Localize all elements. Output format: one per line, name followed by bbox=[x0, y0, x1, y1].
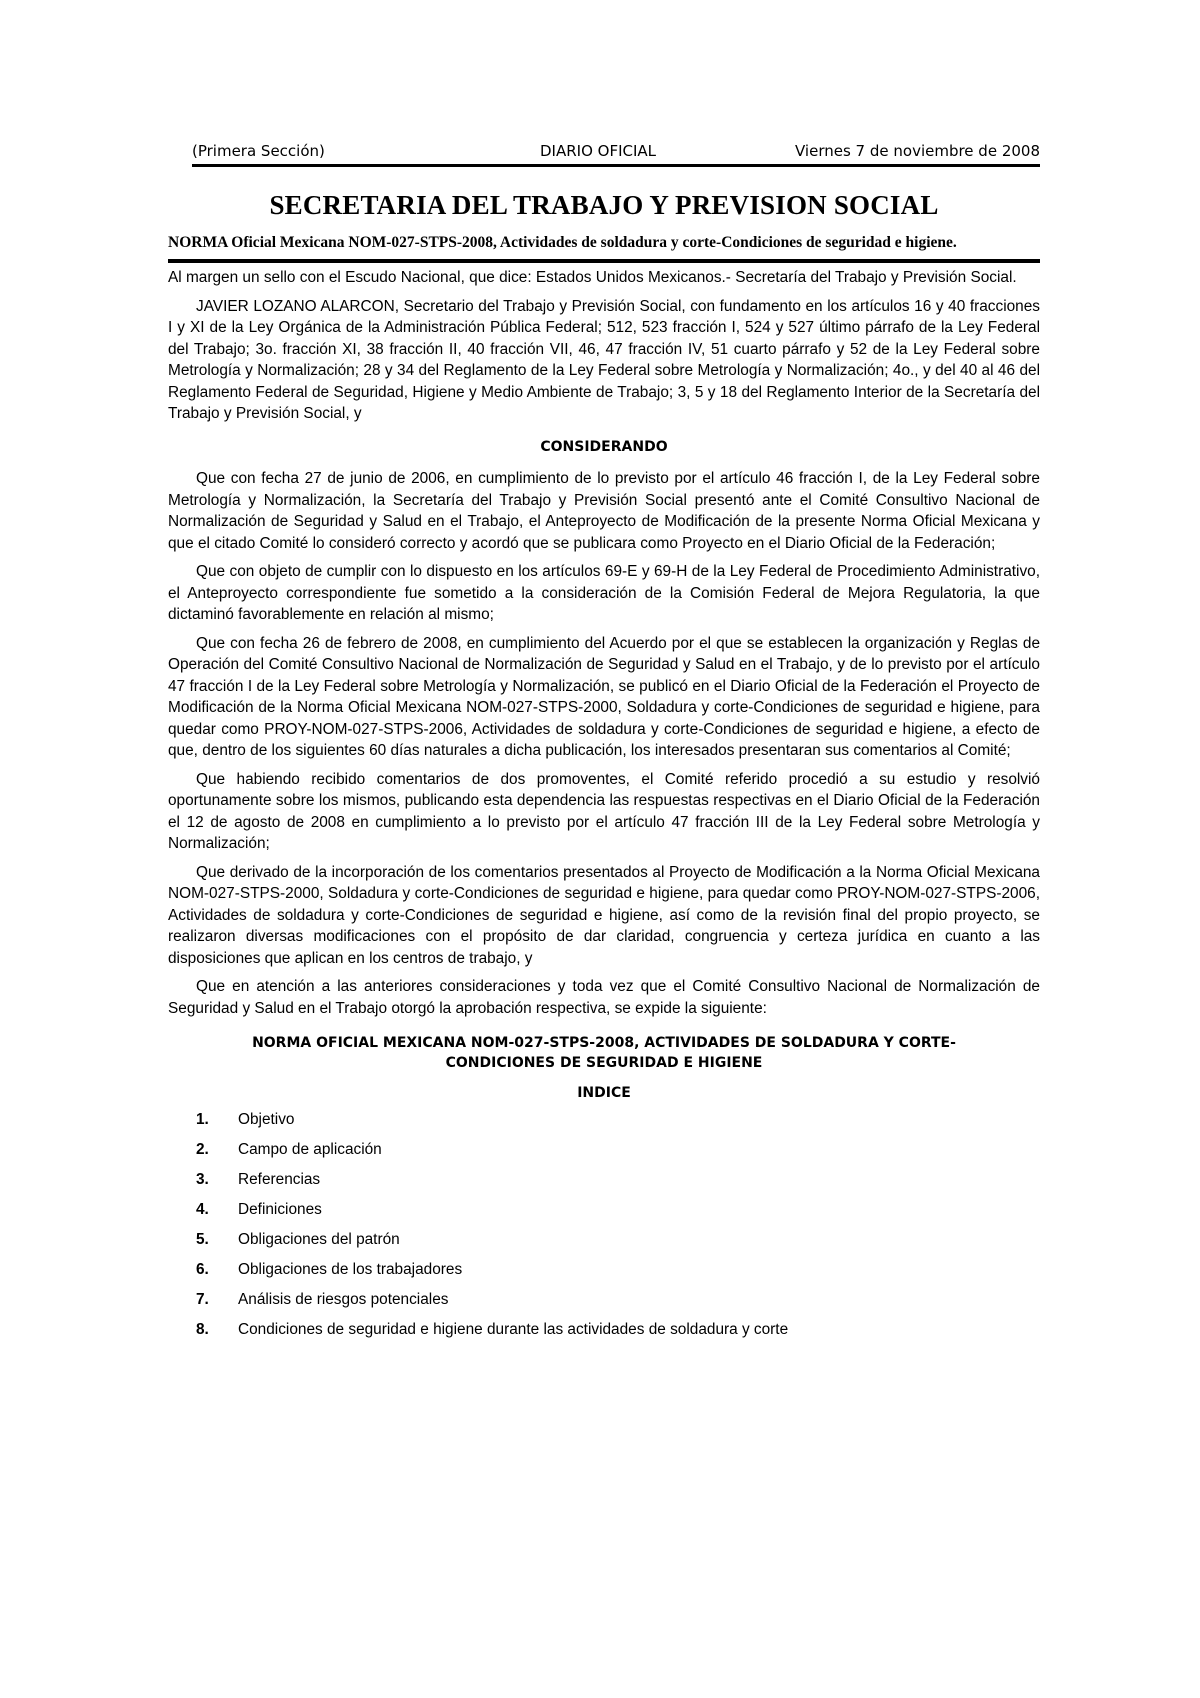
index-number: 3. bbox=[196, 1171, 209, 1188]
norma-title: NORMA Oficial Mexicana NOM-027-STPS-2008, Actividades de soldadura y corte-Condiciones de seguridad e higiene. bbox=[168, 234, 957, 251]
considerando-paragraph: Que habiendo recibido comentarios de dos promoventes, el Comité referido procedió a su estudio y resolvió oportunamente sobre los mismos, publicando esta dependencia las respuestas respectivas en el Diario Oficial de la Federación el 12 de agosto de 2008 en cumplimiento a lo previsto por el artículo 47 fracción III de la Ley Federal sobre Metrología y Normalización; bbox=[168, 770, 1040, 852]
index-item bbox=[168, 1201, 1040, 1231]
index-label: Análisis de riesgos potenciales bbox=[238, 1291, 449, 1308]
index-item bbox=[168, 1141, 1040, 1171]
secretaria-title: SECRETARIA DEL TRABAJO Y PREVISION SOCIAL bbox=[269, 190, 939, 220]
index-number: 2. bbox=[196, 1141, 209, 1158]
norma-final-title-line: CONDICIONES DE SEGURIDAD E HIGIENE bbox=[445, 1055, 763, 1071]
index-item bbox=[168, 1231, 1040, 1261]
index-number: 8. bbox=[196, 1321, 209, 1338]
considerando-paragraph: Que derivado de la incorporación de los comentarios presentados al Proyecto de Modificación a la Norma Oficial Mexicana NOM-027-STPS-2000, Soldadura y corte-Condiciones de seguridad e higiene, para quedar como PROY-NOM-027-STPS-2006, Actividades de soldadura y corte-Condiciones de seguridad e higiene, así como de la revisión final del propio proyecto, se realizaron diversas modificaciones con el propósito de dar claridad, congruencia y certeza jurídica en cuanto a las disposiciones que aplican en los centros de trabajo, y bbox=[168, 863, 1040, 967]
index-number: 4. bbox=[196, 1201, 209, 1218]
header-date: Viernes 7 de noviembre de 2008 bbox=[795, 142, 1040, 160]
index-label: Referencias bbox=[238, 1171, 321, 1188]
index-number: 5. bbox=[196, 1231, 209, 1248]
index-label: Objetivo bbox=[238, 1111, 295, 1128]
index-number: 6. bbox=[196, 1261, 209, 1278]
document-page bbox=[168, 140, 1040, 1351]
index-label: Campo de aplicación bbox=[238, 1141, 382, 1158]
index-label: Obligaciones de los trabajadores bbox=[238, 1261, 463, 1278]
index-item bbox=[168, 1261, 1040, 1291]
index-heading: INDICE bbox=[577, 1085, 631, 1101]
page-header bbox=[168, 140, 1040, 166]
index-number: 7. bbox=[196, 1291, 209, 1308]
header-section: (Primera Sección) bbox=[192, 142, 325, 160]
intro-paragraph: Al margen un sello con el Escudo Nacional, que dice: Estados Unidos Mexicanos.- Secretaría del Trabajo y Previsión Social. bbox=[168, 269, 1017, 286]
norma-final-title bbox=[168, 1033, 1040, 1073]
index-item bbox=[168, 1171, 1040, 1201]
norma-final-title-line: NORMA OFICIAL MEXICANA NOM-027-STPS-2008, ACTIVIDADES DE SOLDADURA Y CORTE- bbox=[252, 1035, 956, 1051]
index-number: 1. bbox=[196, 1111, 209, 1128]
considerando-paragraph: Que con fecha 26 de febrero de 2008, en cumplimiento del Acuerdo por el que se establecen la organización y Reglas de Operación del Comité Consultivo Nacional de Normalización de Seguridad y Salud en el Trabajo, y de lo previsto por el artículo 47 fracción I de la Ley Federal sobre Metrología y Normalización, se publicó en el Diario Oficial de la Federación el Proyecto de Modificación de la Norma Oficial Mexicana NOM-027-STPS-2000, Soldadura y corte-Condiciones de seguridad e higiene, para quedar como PROY-NOM-027-STPS-2006, Actividades de soldadura y corte-Condiciones de seguridad e higiene, a efecto de que, dentro de los siguientes 60 días naturales a dicha publicación, los interesados presentaran sus comentarios al Comité; bbox=[168, 634, 1040, 759]
index-item bbox=[168, 1291, 1040, 1321]
index-item bbox=[168, 1321, 1040, 1351]
considerando-paragraph: Que en atención a las anteriores consideraciones y toda vez que el Comité Consultivo Nacional de Normalización de Seguridad y Salud en el Trabajo otorgó la aprobación respectiva, se expide la siguiente: bbox=[168, 978, 1040, 1017]
index-list bbox=[168, 1111, 1040, 1351]
intro-paragraph: JAVIER LOZANO ALARCON, Secretario del Trabajo y Previsión Social, con fundamento en los artículos 16 y 40 fracciones I y XI de la Ley Orgánica de la Administración Pública Federal; 512, 523 fracción I, 524 y 527 último párrafo de la Ley Federal del Trabajo; 3o. fracción XI, 38 fracción II, 40 fracción VII, 46, 47 fracción IV, 51 cuarto párrafo y 52 de la Ley Federal sobre Metrología y Normalización; 28 y 34 del Reglamento de la Ley Federal sobre Metrología y Normalización; 4o., y del 40 al 46 del Reglamento Federal de Seguridad, Higiene y Medio Ambiente de Trabajo; 3, 5 y 18 del Reglamento Interior de la Secretaría del Trabajo y Previsión Social, y bbox=[168, 297, 1040, 422]
index-label: Definiciones bbox=[238, 1201, 322, 1218]
index-item bbox=[168, 1111, 1040, 1141]
document-body bbox=[168, 267, 1040, 1019]
title-rule bbox=[168, 259, 1040, 263]
index-label: Condiciones de seguridad e higiene durante las actividades de soldadura y corte bbox=[238, 1321, 789, 1338]
considerando-paragraph: Que con fecha 27 de junio de 2006, en cumplimiento de lo previsto por el artículo 46 fracción I, de la Ley Federal sobre Metrología y Normalización, la Secretaría del Trabajo y Previsión Social presentó ante el Comité Consultivo Nacional de Normalización de Seguridad y Salud en el Trabajo, el Anteproyecto de Modificación de la presente Norma Oficial Mexicana y que el citado Comité lo consideró correcto y acordó que se publicara como Proyecto en el Diario Oficial de la Federación; bbox=[168, 470, 1040, 552]
index-label: Obligaciones del patrón bbox=[238, 1231, 400, 1248]
considerando-heading: CONSIDERANDO bbox=[540, 438, 668, 455]
considerando-paragraph: Que con objeto de cumplir con lo dispuesto en los artículos 69-E y 69-H de la Ley Federal de Procedimiento Administrativo, el Anteproyecto correspondiente fue sometido a la consideración de la Comisión Federal de Mejora Regulatoria, la que dictaminó favorablemente en relación al mismo; bbox=[168, 563, 1040, 623]
header-publication: DIARIO OFICIAL bbox=[540, 142, 657, 160]
header-rule bbox=[192, 164, 1040, 167]
